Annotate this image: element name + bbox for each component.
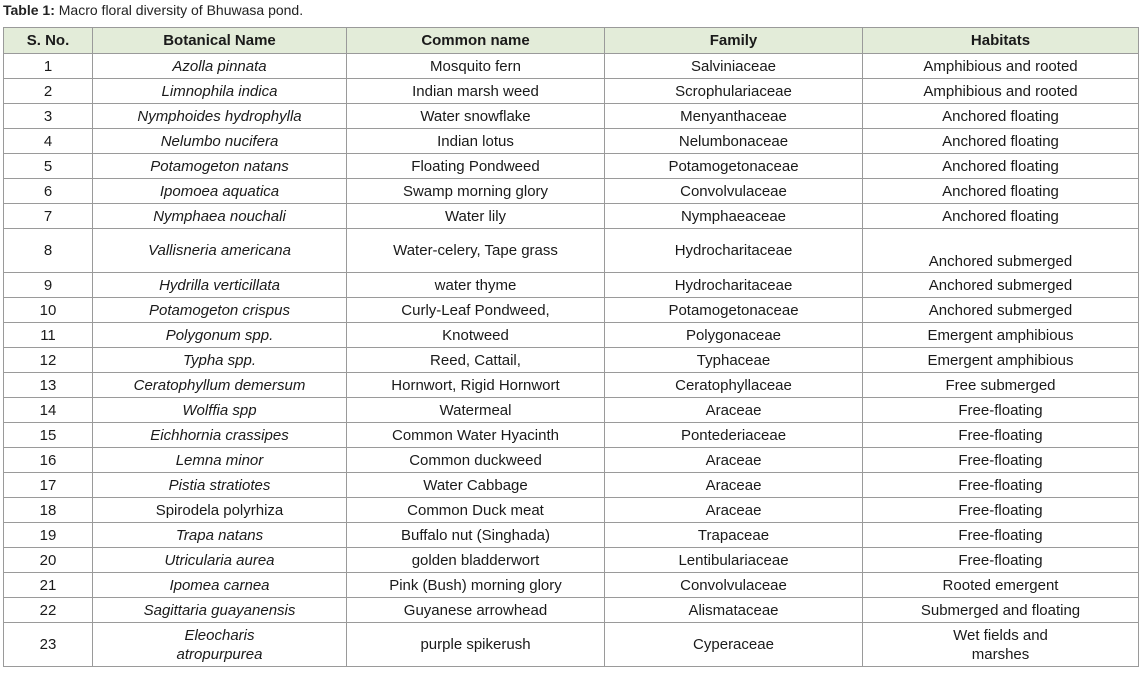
cell-sno: 10 xyxy=(4,298,93,323)
cell-habitat: Free-floating xyxy=(863,548,1139,573)
header-habitats: Habitats xyxy=(863,28,1139,54)
cell-common-name: Common Duck meat xyxy=(347,498,605,523)
table-caption xyxy=(3,1,303,19)
cell-family: Araceae xyxy=(605,448,863,473)
cell-common-name: water thyme xyxy=(347,273,605,298)
header-botanical-name: Botanical Name xyxy=(93,28,347,54)
cell-sno: 2 xyxy=(4,79,93,104)
cell-botanical-name: Hydrilla verticillata xyxy=(93,273,347,298)
cell-botanical-name: Vallisneria americana xyxy=(93,229,347,273)
header-family: Family xyxy=(605,28,863,54)
cell-botanical-name: Ipomea carnea xyxy=(93,573,347,598)
cell-botanical-name: Potamogeton crispus xyxy=(93,298,347,323)
cell-sno: 1 xyxy=(4,54,93,79)
caption-text: Macro floral diversity of Bhuwasa pond. xyxy=(54,2,304,18)
cell-family: Hydrocharitaceae xyxy=(605,273,863,298)
table-row xyxy=(4,179,1139,204)
cell-common-name: Mosquito fern xyxy=(347,54,605,79)
cell-habitat xyxy=(863,623,1139,667)
cell-family: Nymphaeaceae xyxy=(605,204,863,229)
cell-habitat: Free-floating xyxy=(863,473,1139,498)
cell-botanical-name: Polygonum spp. xyxy=(93,323,347,348)
cell-sno: 23 xyxy=(4,623,93,667)
cell-botanical-name xyxy=(93,623,347,667)
table-row xyxy=(4,229,1139,273)
cell-family: Araceae xyxy=(605,398,863,423)
cell-habitat: Submerged and floating xyxy=(863,598,1139,623)
cell-common-name: Water-celery, Tape grass xyxy=(347,229,605,273)
cell-common-name: Watermeal xyxy=(347,398,605,423)
cell-sno: 20 xyxy=(4,548,93,573)
cell-sno: 16 xyxy=(4,448,93,473)
cell-botanical-name: Lemna minor xyxy=(93,448,347,473)
cell-common-name: Knotweed xyxy=(347,323,605,348)
table-row xyxy=(4,323,1139,348)
cell-habitat: Anchored floating xyxy=(863,104,1139,129)
table-row xyxy=(4,298,1139,323)
cell-family: Scrophulariaceae xyxy=(605,79,863,104)
cell-common-name: Curly-Leaf Pondweed, xyxy=(347,298,605,323)
table-body xyxy=(4,54,1139,667)
table-row xyxy=(4,273,1139,298)
cell-sno: 19 xyxy=(4,523,93,548)
cell-sno: 6 xyxy=(4,179,93,204)
cell-sno: 7 xyxy=(4,204,93,229)
cell-botanical-name: Wolffia spp xyxy=(93,398,347,423)
cell-botanical-name: Trapa natans xyxy=(93,523,347,548)
cell-family: Ceratophyllaceae xyxy=(605,373,863,398)
cell-botanical-name: Azolla pinnata xyxy=(93,54,347,79)
cell-common-name: Common duckweed xyxy=(347,448,605,473)
cell-botanical-name: Limnophila indica xyxy=(93,79,347,104)
table-row xyxy=(4,373,1139,398)
table-row xyxy=(4,348,1139,373)
cell-family: Hydrocharitaceae xyxy=(605,229,863,273)
table-row xyxy=(4,79,1139,104)
cell-sno: 18 xyxy=(4,498,93,523)
cell-habitat: Free-floating xyxy=(863,398,1139,423)
cell-common-name: Buffalo nut (Singhada) xyxy=(347,523,605,548)
cell-botanical-name: Ceratophyllum demersum xyxy=(93,373,347,398)
cell-sno: 12 xyxy=(4,348,93,373)
cell-common-name: purple spikerush xyxy=(347,623,605,667)
table-row xyxy=(4,523,1139,548)
cell-family: Araceae xyxy=(605,498,863,523)
cell-common-name: Indian marsh weed xyxy=(347,79,605,104)
cell-habitat: Anchored floating xyxy=(863,154,1139,179)
cell-family: Alismataceae xyxy=(605,598,863,623)
cell-sno: 8 xyxy=(4,229,93,273)
cell-botanical-name: Pistia stratiotes xyxy=(93,473,347,498)
cell-botanical-name: Eichhornia crassipes xyxy=(93,423,347,448)
cell-family: Nelumbonaceae xyxy=(605,129,863,154)
cell-common-name: Water lily xyxy=(347,204,605,229)
flora-table xyxy=(3,27,1139,667)
cell-habitat: Free-floating xyxy=(863,498,1139,523)
cell-habitat: Anchored floating xyxy=(863,179,1139,204)
cell-botanical-name: Sagittaria guayanensis xyxy=(93,598,347,623)
table-row xyxy=(4,398,1139,423)
cell-family: Pontederiaceae xyxy=(605,423,863,448)
cell-habitat: Anchored floating xyxy=(863,204,1139,229)
cell-habitat: Anchored floating xyxy=(863,129,1139,154)
cell-habitat: Emergent amphibious xyxy=(863,348,1139,373)
cell-sno: 14 xyxy=(4,398,93,423)
cell-botanical-name: Typha spp. xyxy=(93,348,347,373)
cell-family: Trapaceae xyxy=(605,523,863,548)
table-row xyxy=(4,548,1139,573)
cell-habitat: Anchored submerged xyxy=(863,298,1139,323)
cell-common-name: Water Cabbage xyxy=(347,473,605,498)
cell-family: Salviniaceae xyxy=(605,54,863,79)
cell-sno: 4 xyxy=(4,129,93,154)
table-row xyxy=(4,598,1139,623)
cell-habitat: Amphibious and rooted xyxy=(863,54,1139,79)
cell-sno: 15 xyxy=(4,423,93,448)
cell-botanical-name: Nymphoides hydrophylla xyxy=(93,104,347,129)
cell-common-name: Hornwort, Rigid Hornwort xyxy=(347,373,605,398)
cell-sno: 17 xyxy=(4,473,93,498)
cell-habitat: Amphibious and rooted xyxy=(863,79,1139,104)
cell-family: Polygonaceae xyxy=(605,323,863,348)
table-row xyxy=(4,54,1139,79)
cell-botanical-name: Potamogeton natans xyxy=(93,154,347,179)
header-common-name: Common name xyxy=(347,28,605,54)
habitat-line: marshes xyxy=(971,645,1030,663)
table-row xyxy=(4,623,1139,667)
caption-label: Table 1: xyxy=(3,2,55,18)
cell-habitat: Anchored submerged xyxy=(863,229,1139,273)
botanical-name-line: atropurpurea xyxy=(176,645,263,663)
botanical-name-line: Eleocharis xyxy=(184,626,255,644)
cell-sno: 13 xyxy=(4,373,93,398)
cell-common-name: Floating Pondweed xyxy=(347,154,605,179)
cell-family: Cyperaceae xyxy=(605,623,863,667)
cell-sno: 22 xyxy=(4,598,93,623)
cell-habitat: Free-floating xyxy=(863,423,1139,448)
header-sno: S. No. xyxy=(4,28,93,54)
cell-family: Convolvulaceae xyxy=(605,179,863,204)
cell-habitat: Rooted emergent xyxy=(863,573,1139,598)
cell-family: Convolvulaceae xyxy=(605,573,863,598)
cell-botanical-name: Spirodela polyrhiza xyxy=(93,498,347,523)
table-row xyxy=(4,129,1139,154)
cell-common-name: Pink (Bush) morning glory xyxy=(347,573,605,598)
cell-habitat: Emergent amphibious xyxy=(863,323,1139,348)
cell-family: Menyanthaceae xyxy=(605,104,863,129)
table-row xyxy=(4,204,1139,229)
cell-family: Typhaceae xyxy=(605,348,863,373)
cell-habitat: Free-floating xyxy=(863,448,1139,473)
cell-habitat: Free-floating xyxy=(863,523,1139,548)
cell-common-name: Reed, Cattail, xyxy=(347,348,605,373)
cell-common-name: golden bladderwort xyxy=(347,548,605,573)
table-row xyxy=(4,423,1139,448)
table-row xyxy=(4,473,1139,498)
habitat-line: Wet fields and xyxy=(953,626,1048,644)
cell-habitat: Anchored submerged xyxy=(863,273,1139,298)
cell-sno: 5 xyxy=(4,154,93,179)
table-row xyxy=(4,154,1139,179)
cell-family: Potamogetonaceae xyxy=(605,298,863,323)
cell-botanical-name: Utricularia aurea xyxy=(93,548,347,573)
table-row xyxy=(4,448,1139,473)
cell-common-name: Common Water Hyacinth xyxy=(347,423,605,448)
table-row xyxy=(4,573,1139,598)
cell-family: Araceae xyxy=(605,473,863,498)
cell-common-name: Guyanese arrowhead xyxy=(347,598,605,623)
cell-botanical-name: Nymphaea nouchali xyxy=(93,204,347,229)
cell-sno: 11 xyxy=(4,323,93,348)
cell-botanical-name: Nelumbo nucifera xyxy=(93,129,347,154)
table-row xyxy=(4,498,1139,523)
table-row xyxy=(4,104,1139,129)
cell-common-name: Indian lotus xyxy=(347,129,605,154)
cell-family: Potamogetonaceae xyxy=(605,154,863,179)
cell-habitat: Free submerged xyxy=(863,373,1139,398)
cell-sno: 9 xyxy=(4,273,93,298)
cell-sno: 3 xyxy=(4,104,93,129)
cell-family: Lentibulariaceae xyxy=(605,548,863,573)
cell-common-name: Swamp morning glory xyxy=(347,179,605,204)
table-header-row xyxy=(4,28,1139,54)
cell-botanical-name: Ipomoea aquatica xyxy=(93,179,347,204)
cell-common-name: Water snowflake xyxy=(347,104,605,129)
cell-sno: 21 xyxy=(4,573,93,598)
